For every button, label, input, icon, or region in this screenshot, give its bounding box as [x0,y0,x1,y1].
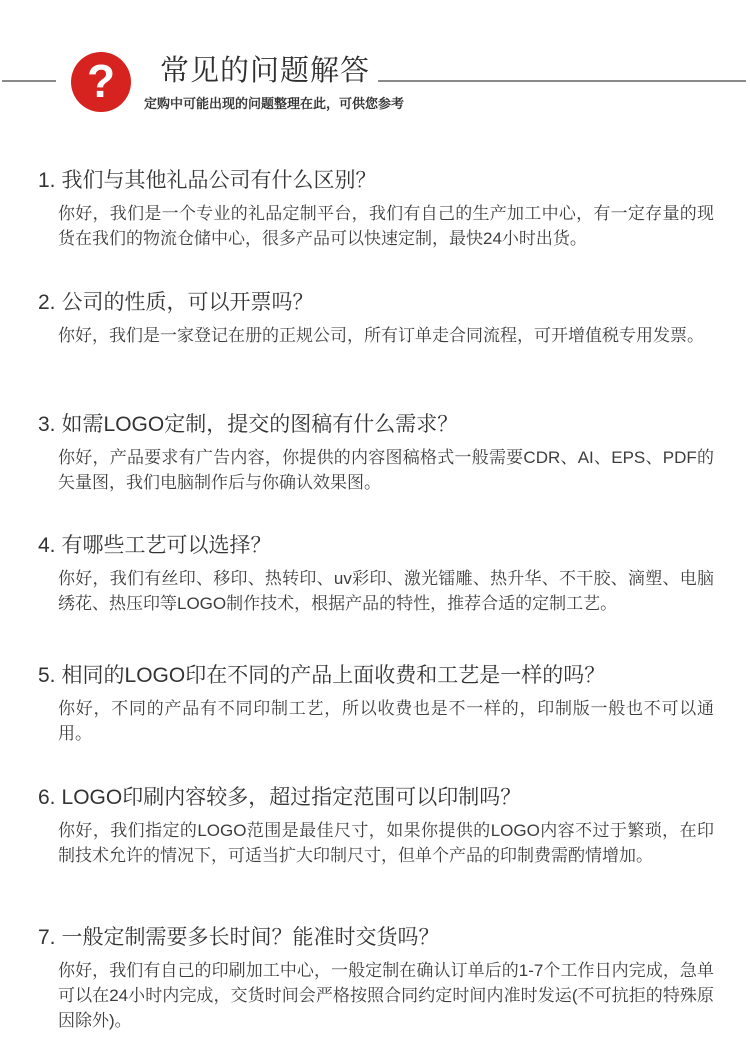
faq-question-text: 如需LOGO定制，提交的图稿有什么需求？ [61,413,459,436]
faq-question-text: 一般定制需要多长时间？能准时交货吗？ [61,926,440,949]
faq-item [38,533,718,616]
faq-question-text: LOGO印刷内容较多，超过指定范围可以印制吗？ [61,786,522,809]
faq-question-text: 相同的LOGO印在不同的产品上面收费和工艺是一样的吗？ [61,664,606,687]
faq-answer: 你好，我们有自己的印刷加工中心，一般定制在确认订单后的1-7个工作日内完成，急单可以在24小时内完成，交货时间会严格按照合同约定时间内准时发运(不可抗拒的特殊原因除外)。 [58,961,714,1030]
faq-answer: 你好，产品要求有广告内容，你提供的内容图稿格式一般需要CDR、AI、EPS、PDF的矢量图，我们电脑制作后与你确认效果图。 [58,448,714,492]
faq-number: 5. [38,664,56,687]
faq-question [38,168,718,194]
faq-question-text: 我们与其他礼品公司有什么区别？ [61,169,377,192]
faq-number: 6. [38,786,56,809]
faq-question [38,925,718,951]
faq-number: 3. [38,413,56,436]
faq-question-text: 有哪些工艺可以选择？ [61,534,272,557]
faq-item [38,925,718,1033]
faq-number: 7. [38,926,56,949]
question-badge [71,52,131,112]
faq-item [38,785,718,868]
faq-question [38,290,718,316]
header-rule-right [378,80,746,82]
faq-question [38,533,718,559]
faq-answer: 你好，我们是一个专业的礼品定制平台，我们有自己的生产加工中心，有一定存量的现货在我们的物流仓储中心，很多产品可以快速定制，最快24小时出货。 [58,204,714,248]
header-rule-left [2,80,56,82]
faq-item [38,290,718,348]
page-title: 常见的问题解答 [160,55,371,87]
faq-item [38,168,718,251]
faq-item [38,412,718,495]
faq-item [38,663,718,746]
faq-answer: 你好，不同的产品有不同印制工艺，所以收费也是不一样的，印制版一般也不可以通用。 [58,699,714,743]
question-mark-icon: ? [86,55,116,107]
faq-number: 1. [38,169,56,192]
faq-answer: 你好，我们是一家登记在册的正规公司，所有订单走合同流程，可开增值税专用发票。 [58,326,704,345]
faq-question [38,412,718,438]
faq-question [38,663,718,689]
faq-question [38,785,718,811]
faq-number: 4. [38,534,56,557]
faq-number: 2. [38,291,56,314]
faq-answer: 你好，我们有丝印、移印、热转印、uv彩印、激光镭雕、热升华、不干胶、滴塑、电脑绣花、热压印等LOGO制作技术，根据产品的特性，推荐合适的定制工艺。 [58,569,714,613]
faq-answer: 你好，我们指定的LOGO范围是最佳尺寸，如果你提供的LOGO内容不过于繁琐，在印制技术允许的情况下，可适当扩大印制尺寸，但单个产品的印制费需酌情增加。 [58,821,714,865]
page-subtitle: 定购中可能出现的问题整理在此，可供您参考 [144,96,405,111]
faq-question-text: 公司的性质，可以开票吗？ [61,291,314,314]
